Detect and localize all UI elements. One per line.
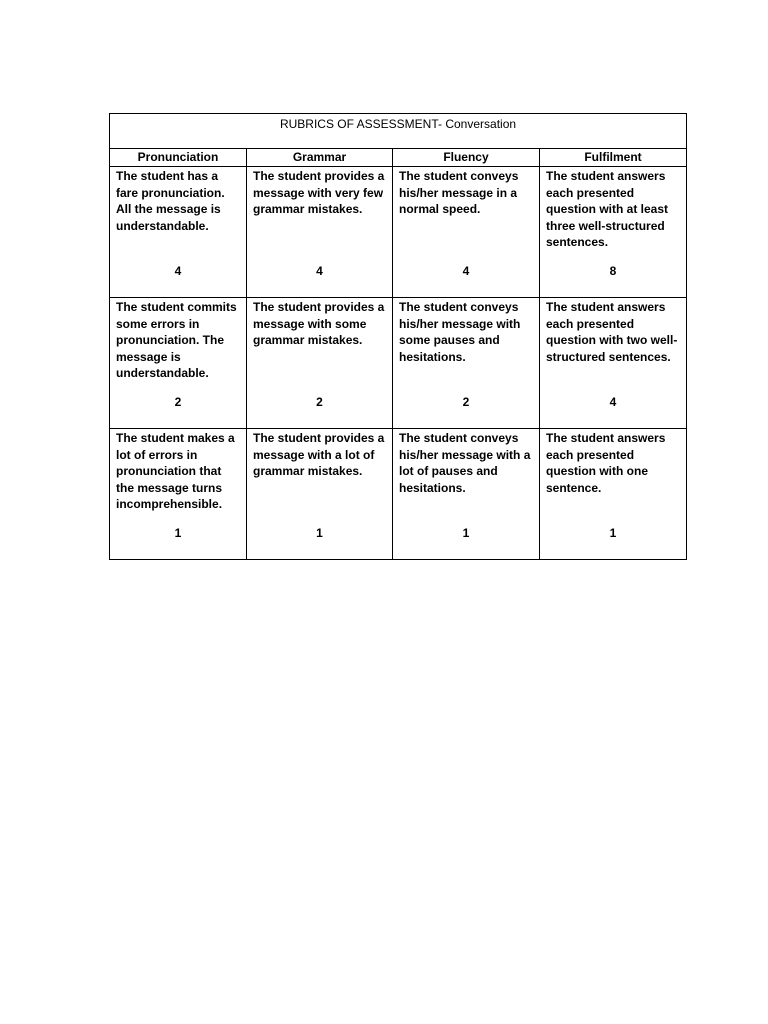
criterion-score: 1 (316, 525, 323, 540)
criterion-description: The student conveys his/her message with a lot of pauses and hesitations. (399, 431, 531, 495)
header-pronunciation: Pronunciation (110, 149, 247, 167)
rubric-cell (393, 429, 540, 560)
rubric-cell (393, 298, 540, 429)
criterion-score: 4 (316, 263, 323, 278)
rubric-cell (110, 429, 247, 560)
header-fulfilment: Fulfilment (540, 149, 687, 167)
table-row (110, 429, 687, 560)
criterion-description: The student provides a message with some grammar mistakes. (253, 300, 385, 347)
criterion-description: The student has a fare pronunciation. All the message is understandable. (116, 169, 225, 233)
table-row (110, 298, 687, 429)
criterion-description: The student makes a lot of errors in pronunciation that the message turns incomprehensible. (116, 431, 235, 511)
header-row (110, 149, 687, 167)
rubric-cell (393, 167, 540, 298)
header-grammar: Grammar (247, 149, 393, 167)
criterion-score: 2 (462, 394, 470, 409)
rubric-table (109, 113, 687, 560)
rubric-cell (540, 429, 687, 560)
table-title-cell (110, 114, 687, 149)
rubric-cell (247, 429, 393, 560)
criterion-score: 4 (174, 263, 182, 278)
criterion-score: 1 (174, 525, 182, 540)
criterion-description: The student conveys his/her message in a normal speed. (399, 169, 519, 216)
criterion-description: The student conveys his/her message with some pauses and hesitations. (399, 300, 521, 364)
criterion-score: 1 (462, 525, 470, 540)
table-title: RUBRICS OF ASSESSMENT- Conversation (279, 117, 517, 131)
rubric-cell (247, 167, 393, 298)
header-fluency: Fluency (393, 149, 540, 167)
rubric-cell (110, 167, 247, 298)
criterion-score: 8 (609, 263, 617, 278)
criterion-description: The student provides a message with a lot of grammar mistakes. (253, 431, 385, 478)
criterion-description: The student answers each presented question with at least three well-structured sentences. (546, 169, 669, 249)
criterion-score: 2 (316, 394, 323, 409)
title-row (110, 114, 687, 149)
criterion-description: The student answers each presented question with one sentence. (546, 431, 666, 495)
criterion-description: The student answers each presented question with two well-structured sentences. (546, 300, 678, 364)
rubric-cell (540, 167, 687, 298)
criterion-score: 4 (462, 263, 470, 278)
rubric-cell (540, 298, 687, 429)
table-row (110, 167, 687, 298)
criterion-description: The student provides a message with very few grammar mistakes. (253, 169, 385, 216)
criterion-score: 2 (174, 394, 182, 409)
criterion-score: 1 (609, 525, 617, 540)
rubric-cell (247, 298, 393, 429)
criterion-score: 4 (609, 394, 617, 409)
criterion-description: The student commits some errors in pronunciation. The message is understandable. (116, 300, 237, 380)
rubric-cell (110, 298, 247, 429)
